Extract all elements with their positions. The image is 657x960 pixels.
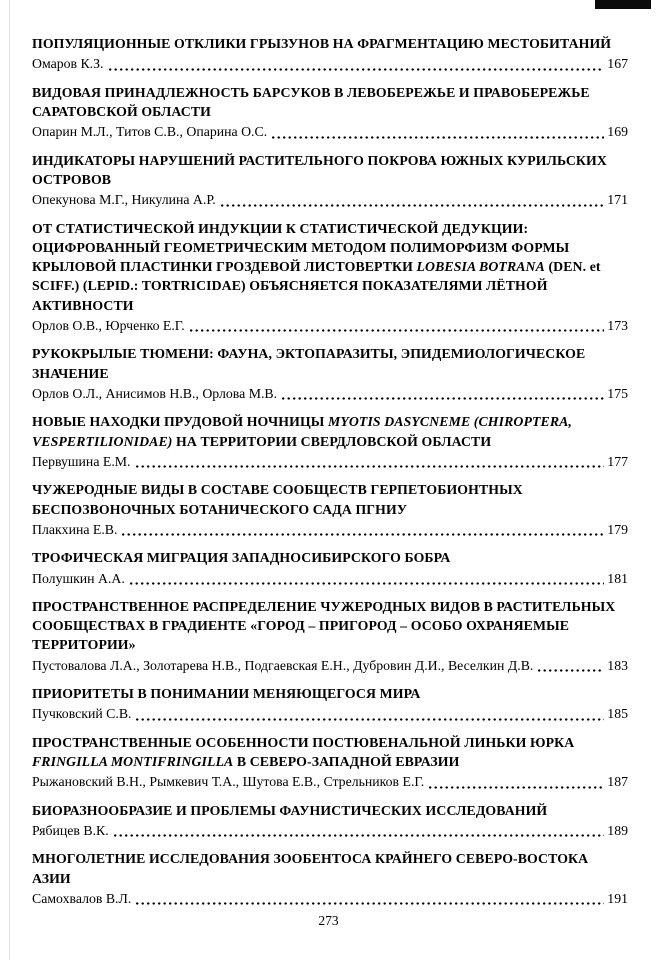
entry-page-number: 191 (607, 890, 628, 906)
entry-author-line (32, 772, 628, 791)
dot-leader (114, 834, 605, 837)
entry-author-line (32, 704, 628, 723)
entry-author-line (32, 122, 628, 141)
toc-entry (32, 219, 628, 336)
entry-page-number: 185 (607, 706, 628, 722)
entry-page-number: 187 (607, 774, 628, 790)
entry-authors: Плакхина Е.В. (32, 521, 118, 537)
entry-title-text: (DEN. et SCIFF.) (LEPID.: TORTRICIDAE) ОБЪЯСНЯЕТСЯ ПОКАЗАТЕЛЯМИ ЛЁТНОЙ АКТИВНОСТИ (32, 259, 601, 313)
entry-authors: Опарин М.Л., Титов С.В., Опарина О.С. (32, 124, 268, 140)
entry-title (32, 34, 628, 53)
entry-page-number: 175 (607, 386, 628, 401)
entry-title (32, 597, 628, 655)
entry-author-line (32, 54, 628, 73)
dot-leader (109, 68, 605, 71)
entry-title-text: ВИДОВАЯ ПРИНАДЛЕЖНОСТЬ БАРСУКОВ В ЛЕВОБЕРЕЖЬЕ И ПРАВОБЕРЕЖЬЕ САРАТОВСКОЙ ОБЛАСТИ (32, 84, 590, 119)
entry-title (32, 83, 628, 122)
entry-author-line (32, 452, 628, 471)
scan-artifact-top-right (595, 0, 651, 9)
dot-leader (136, 718, 604, 721)
entry-title-text: ЧУЖЕРОДНЫЕ ВИДЫ В СОСТАВЕ СООБЩЕСТВ ГЕРПЕТОБИОНТНЫХ БЕСПОЗВОНОЧНЫХ БОТАНИЧЕСКОГО САДА ПГНИУ (32, 482, 523, 517)
entry-page-number: 189 (607, 822, 628, 838)
entry-authors: Омаров К.З. (32, 56, 104, 72)
entry-page-number: 167 (607, 56, 628, 72)
entry-title-latin-name: MYOTIS DASYCNEME (CHIROPTERA, VESPERTILIONIDAE) (32, 414, 572, 449)
entry-author-line (32, 190, 628, 209)
toc-entry (32, 412, 628, 471)
toc-entry (32, 34, 628, 74)
entry-authors: Самохвалов В.Л. (32, 890, 132, 906)
entry-title (32, 684, 628, 703)
toc-entry (32, 83, 628, 142)
entry-title-text: ПРИОРИТЕТЫ В ПОНИМАНИИ МЕНЯЮЩЕГОСЯ МИРА (32, 686, 421, 702)
toc-list (32, 34, 628, 908)
entry-title-text: ОТ СТАТИСТИЧЕСКОЙ ИНДУКЦИИ К СТАТИСТИЧЕСКОЙ ДЕДУКЦИИ: ОЦИФРОВАННЫЙ ГЕОМЕТРИЧЕСКИМ МЕТОДОМ ПОЛИМОРФИЗМ ФОРМЫ КРЫЛОВОЙ ПЛАСТИНКИ ГРОЗДЕВОЙ ЛИСТОВЕРТКИ (32, 220, 570, 275)
entry-authors: Рыжановский В.Н., Рымкевич Т.А., Шутова Е.В., Стрельников Е.Г. (32, 774, 425, 790)
entry-title-text: РУКОКРЫЛЫЕ ТЮМЕНИ: ФАУНА, ЭКТОПАРАЗИТЫ, ЭПИДЕМИОЛОГИЧЕСКОЕ ЗНАЧЕНИЕ (32, 346, 586, 381)
entry-author-line (32, 384, 628, 403)
entry-title (32, 480, 628, 519)
entry-page-number: 171 (607, 192, 628, 208)
entry-author-line (32, 520, 628, 539)
entry-page-number: 183 (607, 657, 628, 673)
toc-entry (32, 151, 628, 210)
toc-entry (32, 733, 628, 792)
toc-entry (32, 548, 628, 588)
entry-title-text: МНОГОЛЕТНИЕ ИССЛЕДОВАНИЯ ЗООБЕНТОСА КРАЙНЕГО СЕВЕРО-ВОСТОКА АЗИИ (32, 851, 589, 886)
dot-leader (221, 204, 605, 207)
entry-title (32, 801, 628, 820)
entry-page-number: 169 (607, 124, 628, 140)
toc-entry (32, 849, 628, 908)
scan-edge-artifact (9, 0, 10, 960)
entry-page-number: 177 (607, 453, 628, 469)
entry-title (32, 344, 628, 383)
dot-leader (282, 397, 604, 400)
entry-title (32, 849, 628, 888)
entry-title-text: В СЕВЕРО-ЗАПАДНОЙ ЕВРАЗИИ (233, 754, 460, 769)
entry-title (32, 151, 628, 190)
entry-title (32, 219, 628, 316)
entry-title (32, 412, 628, 451)
entry-authors: Пучковский С.В. (32, 706, 132, 722)
dot-leader (538, 669, 604, 672)
entry-author-line (32, 569, 628, 588)
entry-authors: Орлов О.В., Юрченко Е.Г. (32, 318, 185, 334)
toc-entry (32, 480, 628, 539)
entry-author-line (32, 656, 628, 675)
entry-page-number: 181 (607, 570, 628, 586)
dot-leader (130, 582, 604, 585)
entry-title-text: НА ТЕРРИТОРИИ СВЕРДЛОВСКОЙ ОБЛАСТИ (172, 433, 492, 449)
toc-entry (32, 597, 628, 675)
entry-authors: Опекунова М.Г., Никулина А.Р. (32, 192, 216, 208)
entry-page-number: 173 (607, 318, 628, 334)
entry-authors: Пустовалова Л.А., Золотарева Н.В., Подгаевская Е.Н., Дубровин Д.И., Веселкин Д.В. (32, 657, 534, 673)
entry-page-number: 179 (607, 521, 628, 537)
entry-title-text: ПОПУЛЯЦИОННЫЕ ОТКЛИКИ ГРЫЗУНОВ НА ФРАГМЕНТАЦИЮ МЕСТОБИТАНИЙ (32, 36, 612, 51)
entry-authors: Рябицев В.К. (32, 822, 109, 838)
toc-entry (32, 684, 628, 724)
page-number: 273 (318, 913, 339, 928)
entry-title-text: ТРОФИЧЕСКАЯ МИГРАЦИЯ ЗАПАДНОСИБИРСКОГО БОБРА (32, 550, 451, 566)
entry-title-text: ПРОСТРАНСТВЕННЫЕ ОСОБЕННОСТИ ПОСТЮВЕНАЛЬНОЙ ЛИНЬКИ ЮРКА (32, 734, 575, 750)
entry-title-latin-name: LOBESIA BOTRANA (416, 259, 545, 275)
dot-leader (122, 533, 604, 536)
entry-title-text: НОВЫЕ НАХОДКИ ПРУДОВОЙ НОЧНИЦЫ (32, 414, 328, 430)
dot-leader (190, 329, 605, 332)
entry-title-text: БИОРАЗНООБРАЗИЕ И ПРОБЛЕМЫ ФАУНИСТИЧЕСКИХ ИССЛЕДОВАНИЙ (32, 802, 548, 818)
dot-leader (136, 465, 605, 468)
dot-leader (272, 136, 604, 139)
entry-title (32, 548, 628, 567)
entry-title-text: ИНДИКАТОРЫ НАРУШЕНИЙ РАСТИТЕЛЬНОГО ПОКРОВА ЮЖНЫХ КУРИЛЬСКИХ ОСТРОВОВ (32, 152, 607, 187)
entry-title-latin-name: FRINGILLA MONTIFRINGILLA (32, 754, 234, 769)
entry-title-text: ПРОСТРАНСТВЕННОЕ РАСПРЕДЕЛЕНИЕ ЧУЖЕРОДНЫХ ВИДОВ В РАСТИТЕЛЬНЫХ СООБЩЕСТВАХ В ГРАДИЕНТЕ «ГОРОД – ПРИГОРОД – ОСОБО ОХРАНЯЕМЫЕ ТЕРРИТОРИИ» (32, 598, 616, 653)
entry-author-line (32, 889, 628, 908)
toc-entry (32, 801, 628, 841)
entry-author-line (32, 821, 628, 840)
entry-authors: Орлов О.Л., Анисимов Н.В., Орлова М.В. (32, 386, 278, 401)
dot-leader (136, 902, 604, 905)
entry-authors: Первушина Е.М. (32, 453, 131, 469)
entry-title (32, 733, 628, 772)
entry-authors: Полушкин А.А. (32, 570, 125, 586)
toc-entry (32, 344, 628, 403)
entry-author-line (32, 316, 628, 335)
dot-leader (429, 786, 604, 789)
